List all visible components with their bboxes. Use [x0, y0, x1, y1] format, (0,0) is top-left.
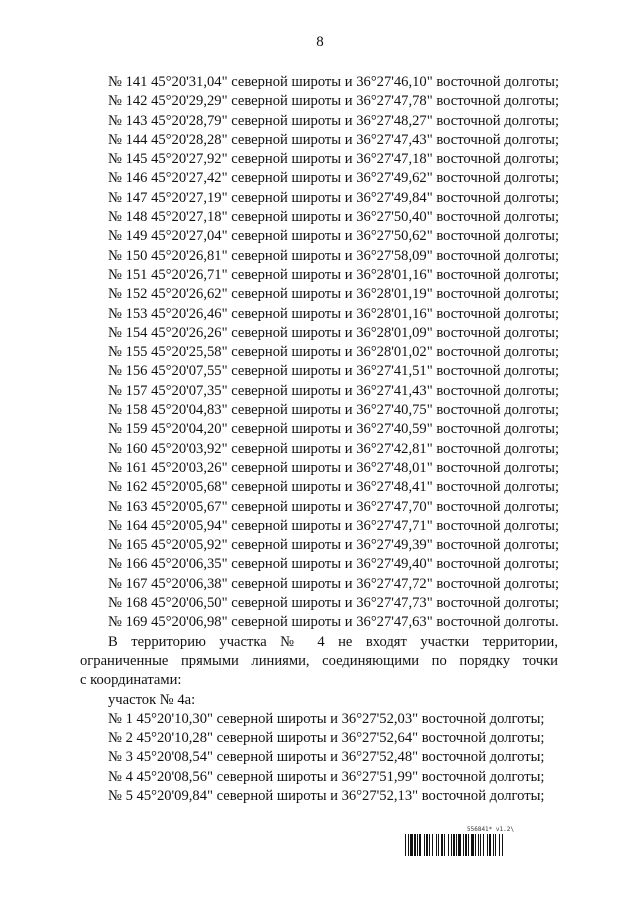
paragraph-line: с координатами: — [80, 672, 182, 689]
paragraph-line — [80, 652, 558, 671]
coordinate-line: № 2 45°20'10,28" северной широты и 36°27'52,64" восточной долготы; — [108, 730, 545, 747]
coordinate-line: № 158 45°20'04,83" северной широты и 36°27'40,75" восточной долготы; — [108, 402, 560, 419]
paragraph-text: ограниченные прямыми линиями, соединяющими по порядку точки — [80, 652, 558, 669]
coordinate-line: № 162 45°20'05,68" северной широты и 36°27'48,41" восточной долготы; — [108, 479, 560, 496]
coordinate-line: № 155 45°20'25,58" северной широты и 36°28'01,02" восточной долготы; — [108, 344, 560, 361]
coordinate-line: № 142 45°20'29,29" северной широты и 36°27'47,78" восточной долготы; — [108, 93, 560, 110]
coordinate-line: № 145 45°20'27,92" северной широты и 36°27'47,18" восточной долготы; — [108, 151, 560, 168]
subsection-title: участок № 4а: — [108, 691, 196, 708]
coordinate-line: № 149 45°20'27,04" северной широты и 36°27'50,62" восточной долготы; — [108, 228, 560, 245]
coordinate-line: № 5 45°20'09,84" северной широты и 36°27'52,13" восточной долготы; — [108, 787, 545, 804]
coordinate-line: № 157 45°20'07,35" северной широты и 36°27'41,43" восточной долготы; — [108, 382, 560, 399]
sub-coordinate-list — [108, 710, 558, 806]
exclusion-paragraph — [80, 633, 558, 691]
coordinate-line: № 141 45°20'31,04" северной широты и 36°27'46,10" восточной долготы; — [108, 74, 560, 90]
coordinate-line: № 152 45°20'26,62" северной широты и 36°28'01,19" восточной долготы; — [108, 286, 560, 303]
barcode-block — [405, 826, 560, 856]
coordinate-list — [108, 73, 558, 633]
coordinate-line: № 167 45°20'06,38" северной широты и 36°27'47,72" восточной долготы; — [108, 575, 560, 592]
coordinate-line: № 150 45°20'26,81" северной широты и 36°27'58,09" восточной долготы; — [108, 247, 560, 264]
page-number: 8 — [316, 34, 324, 50]
coordinate-line: № 154 45°20'26,26" северной широты и 36°28'01,09" восточной долготы; — [108, 324, 560, 341]
paragraph-line — [80, 633, 558, 652]
coordinate-line: № 148 45°20'27,18" северной широты и 36°27'50,40" восточной долготы; — [108, 209, 560, 226]
barcode-caption: 556841* v1.2\ — [467, 826, 514, 833]
coordinate-line: № 144 45°20'28,28" северной широты и 36°27'47,43" восточной долготы; — [108, 131, 560, 148]
coordinate-line: № 166 45°20'06,35" северной широты и 36°27'49,40" восточной долготы; — [108, 556, 560, 573]
paragraph-text: В территорию участка № 4 не входят участки территории, — [108, 633, 558, 650]
document-body — [80, 73, 560, 806]
coordinate-line: № 168 45°20'06,50" северной широты и 36°27'47,73" восточной долготы; — [108, 595, 560, 612]
barcode-icon — [405, 834, 560, 856]
coordinate-line: № 147 45°20'27,19" северной широты и 36°27'49,84" восточной долготы; — [108, 189, 560, 206]
coordinate-line: № 163 45°20'05,67" северной широты и 36°27'47,70" восточной долготы; — [108, 498, 560, 515]
coordinate-line: № 153 45°20'26,46" северной широты и 36°28'01,16" восточной долготы; — [108, 305, 560, 322]
coordinate-line: № 164 45°20'05,94" северной широты и 36°27'47,71" восточной долготы; — [108, 517, 560, 534]
coordinate-line: № 169 45°20'06,98" северной широты и 36°27'47,63" восточной долготы. — [108, 614, 559, 631]
coordinate-line: № 160 45°20'03,92" северной широты и 36°27'42,81" восточной долготы; — [108, 440, 560, 457]
coordinate-line: № 165 45°20'05,92" северной широты и 36°27'49,39" восточной долготы; — [108, 537, 560, 554]
coordinate-line: № 146 45°20'27,42" северной широты и 36°27'49,62" восточной долготы; — [108, 170, 560, 187]
coordinate-line: № 159 45°20'04,20" северной широты и 36°27'40,59" восточной долготы; — [108, 421, 560, 438]
coordinate-line: № 3 45°20'08,54" северной широты и 36°27'52,48" восточной долготы; — [108, 749, 545, 766]
coordinate-line: № 4 45°20'08,56" северной широты и 36°27'51,99" восточной долготы; — [108, 768, 545, 785]
coordinate-line: № 1 45°20'10,30" северной широты и 36°27'52,03" восточной долготы; — [108, 710, 545, 727]
coordinate-line: № 161 45°20'03,26" северной широты и 36°27'48,01" восточной долготы; — [108, 459, 560, 476]
coordinate-line: № 151 45°20'26,71" северной широты и 36°28'01,16" восточной долготы; — [108, 266, 560, 283]
coordinate-line: № 156 45°20'07,55" северной широты и 36°27'41,51" восточной долготы; — [108, 363, 560, 380]
coordinate-line: № 143 45°20'28,79" северной широты и 36°27'48,27" восточной долготы; — [108, 112, 560, 129]
